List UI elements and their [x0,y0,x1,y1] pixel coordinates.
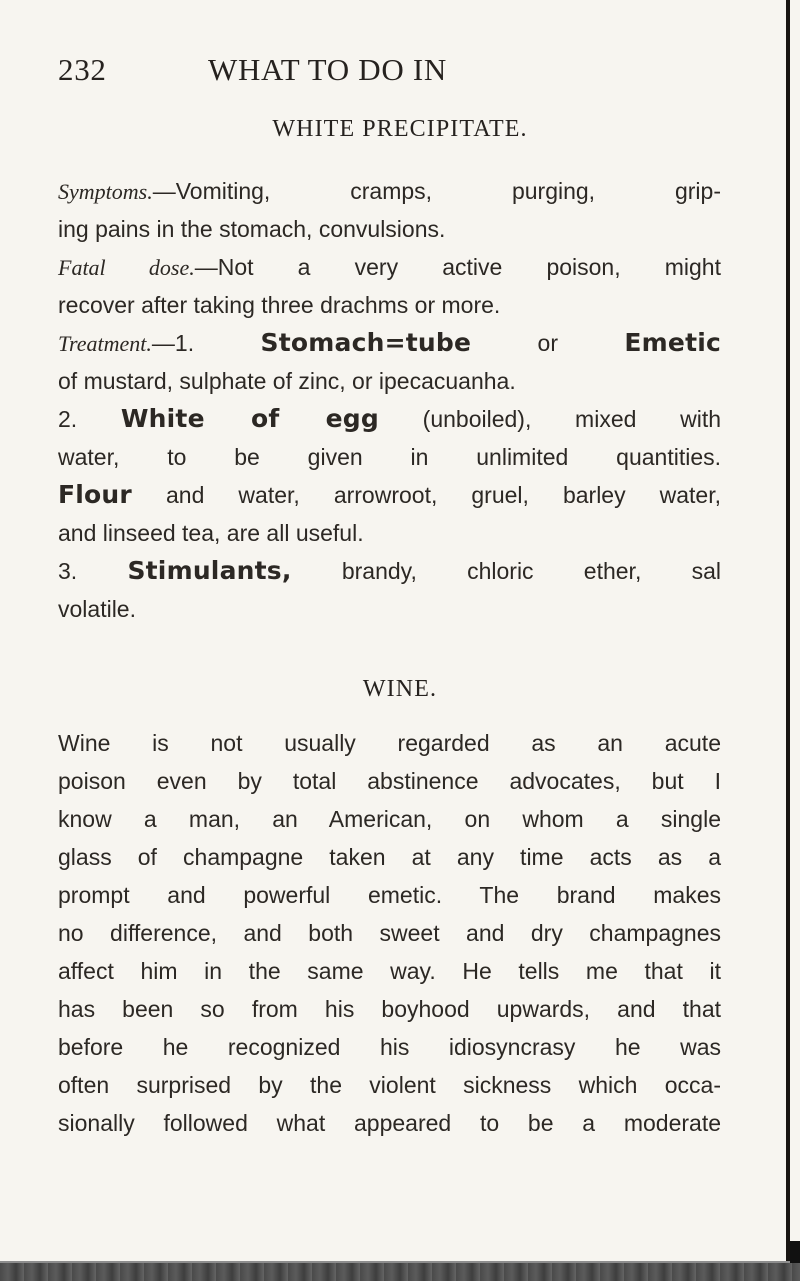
wine-line-3: know a man, an American, on whom a single [58,806,721,832]
fatal-dose-line-1 [58,249,721,285]
page-edge-line [786,0,790,1281]
fatal-dose-label: Fatal dose. [58,255,195,280]
treatment-number-2: 2. [58,406,78,432]
fatal-dose-text-1: —Not a very active poison, might [194,254,721,280]
treatment-line-5 [58,477,721,513]
wine-line-9: before he recognized his idiosyncrasy he was [58,1034,721,1060]
fatal-dose-text-2: recover after taking three drachms or more. [58,292,501,318]
bottom-scan-band [0,1261,800,1281]
wine-line-7: affect him in the same way. He tells me that it [58,958,721,984]
white-precipitate-title: WHITE PRECIPITATE. [272,116,528,142]
flour-label: Flour [58,480,132,509]
wine-line-11: sionally followed what appeared to be a moderate [58,1110,721,1136]
emetic-label: Emetic [624,328,722,357]
treatment-line-1 [58,325,721,361]
symptoms-line-2 [58,211,721,247]
wine-line-10: often surprised by the violent sickness which occa- [58,1072,721,1098]
treatment-line-7 [58,553,721,589]
treatment-item-1-text: of mustard, sulphate of zinc, or ipecacuanha. [58,368,516,394]
fatal-dose-line-2 [58,287,721,323]
running-head: WHAT TO DO IN [208,52,448,87]
treatment-item-2-text-c: and water, arrowroot, gruel, barley water, [166,482,722,508]
treatment-label: Treatment. [58,331,152,356]
wine-line-8: has been so from his boyhood upwards, and that [58,996,721,1022]
treatment-item-3-text-b: volatile. [58,596,136,622]
wine-line-4: glass of champagne taken at any time acts as a [58,844,721,870]
wine-line-1: Wine is not usually regarded as an acute [58,730,721,756]
wine-line-5: prompt and powerful emetic. The brand makes [58,882,721,908]
stimulants-label: Stimulants, [127,556,292,585]
treatment-line-8 [58,591,721,627]
treatment-item-2-text-a: (unboiled), mixed with [422,406,721,432]
symptoms-text-1: —Vomiting, cramps, purging, grip- [152,178,721,204]
treatment-line-4 [58,439,721,475]
symptoms-text-2: ing pains in the stomach, convulsions. [58,216,446,242]
treatment-item-1-connector: or [537,330,558,356]
white-of-egg-label: White of egg [120,404,379,433]
page-number: 232 [58,52,107,87]
treatment-item-2-text-b: water, to be given in unlimited quantities. [58,444,721,470]
symptoms-line-1 [58,173,721,209]
treatment-item-3-text-a: brandy, chloric ether, sal [341,558,721,584]
wine-line-2: poison even by total abstinence advocates, but I [58,768,721,794]
treatment-line-3 [58,401,721,437]
wine-line-6: no difference, and both sweet and dry champagnes [58,920,721,946]
corner-scan-mark [790,1241,800,1263]
stomach-tube-label: Stomach=tube [260,328,472,357]
symptoms-label: Symptoms. [58,179,153,204]
page-header [58,52,708,98]
wine-title: WINE. [362,676,438,702]
treatment-line-2 [58,363,721,399]
treatment-number-1: —1. [151,330,195,356]
treatment-line-6 [58,515,721,551]
treatment-number-3: 3. [58,558,78,584]
treatment-item-2-text-d: and linseed tea, are all useful. [58,520,364,546]
